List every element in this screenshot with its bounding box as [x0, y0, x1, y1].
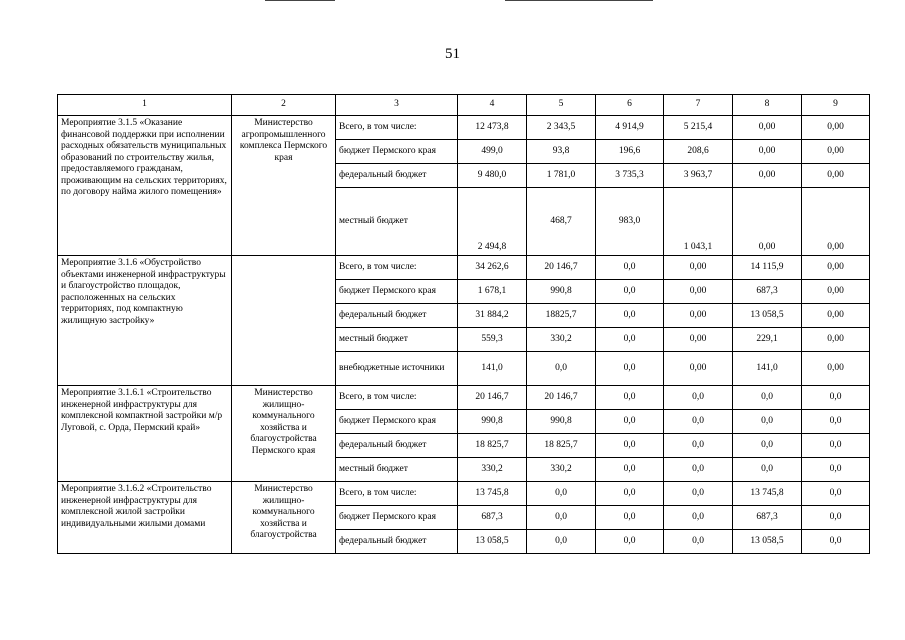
value-cell: 2 494,8	[458, 188, 527, 256]
value-cell: 0,0	[527, 530, 596, 554]
value-cell: 3 735,3	[596, 164, 664, 188]
value-cell: 0,00	[733, 188, 802, 256]
value-cell: 0,0	[802, 458, 870, 482]
value-cell: 0,0	[596, 352, 664, 386]
value-cell: 0,0	[596, 328, 664, 352]
value-cell: 0,00	[664, 256, 733, 280]
value-cell: 0,0	[527, 506, 596, 530]
budget-source-label: федеральный бюджет	[336, 164, 458, 188]
executor: Министерство жилищно-коммунального хозяйства и благоустройства Пермского края	[232, 386, 336, 482]
value-cell: 0,0	[733, 386, 802, 410]
value-cell: 13 058,5	[733, 304, 802, 328]
value-cell: 0,0	[733, 458, 802, 482]
value-cell: 0,0	[802, 434, 870, 458]
budget-source-label: Всего, в том числе:	[336, 482, 458, 506]
value-cell: 990,8	[527, 410, 596, 434]
value-cell: 0,0	[802, 482, 870, 506]
page-number: 51	[445, 46, 460, 62]
budget-source-label: бюджет Пермского края	[336, 140, 458, 164]
value-cell: 1 678,1	[458, 280, 527, 304]
budget-source-label: бюджет Пермского края	[336, 506, 458, 530]
value-cell: 0,0	[527, 352, 596, 386]
budget-source-label: местный бюджет	[336, 458, 458, 482]
value-cell: 0,0	[527, 482, 596, 506]
value-cell: 0,0	[596, 304, 664, 328]
value-cell: 208,6	[664, 140, 733, 164]
value-cell: 0,0	[596, 506, 664, 530]
value-cell: 9 480,0	[458, 164, 527, 188]
header-cell: 9	[802, 95, 870, 116]
top-rule-left	[265, 0, 335, 1]
value-cell: 13 745,8	[458, 482, 527, 506]
value-cell: 0,0	[664, 458, 733, 482]
value-cell: 687,3	[458, 506, 527, 530]
value-cell: 0,00	[664, 328, 733, 352]
value-cell: 13 745,8	[733, 482, 802, 506]
value-cell: 0,0	[733, 410, 802, 434]
budget-source-label: бюджет Пермского края	[336, 280, 458, 304]
value-cell: 5 215,4	[664, 116, 733, 140]
value-cell: 0,00	[664, 304, 733, 328]
value-cell: 983,0	[596, 188, 664, 256]
value-cell: 13 058,5	[458, 530, 527, 554]
value-cell: 141,0	[733, 352, 802, 386]
value-cell: 0,00	[802, 140, 870, 164]
value-cell: 13 058,5	[733, 530, 802, 554]
value-cell: 687,3	[733, 506, 802, 530]
budget-table	[57, 94, 870, 554]
value-cell: 0,0	[596, 482, 664, 506]
budget-source-label: Всего, в том числе:	[336, 386, 458, 410]
budget-source-label: Всего, в том числе:	[336, 256, 458, 280]
value-cell: 0,0	[596, 386, 664, 410]
header-cell: 1	[58, 95, 232, 116]
value-cell: 0,00	[733, 116, 802, 140]
value-cell: 141,0	[458, 352, 527, 386]
value-cell: 0,0	[664, 482, 733, 506]
table-row	[58, 256, 870, 280]
value-cell: 0,0	[802, 386, 870, 410]
value-cell: 0,0	[802, 530, 870, 554]
measure-name: Мероприятие 3.1.6.2 «Строительство инженерной инфраструктуры для комплексной жилой застройки индивидуальными жилыми домами	[58, 482, 232, 554]
value-cell: 18 825,7	[527, 434, 596, 458]
value-cell: 0,0	[664, 434, 733, 458]
value-cell: 12 473,8	[458, 116, 527, 140]
value-cell: 2 343,5	[527, 116, 596, 140]
value-cell: 0,0	[664, 506, 733, 530]
header-cell: 2	[232, 95, 336, 116]
value-cell: 0,00	[802, 256, 870, 280]
value-cell: 687,3	[733, 280, 802, 304]
value-cell: 0,0	[596, 410, 664, 434]
value-cell: 0,0	[596, 530, 664, 554]
value-cell: 0,0	[596, 280, 664, 304]
value-cell: 0,0	[596, 256, 664, 280]
value-cell: 18 825,7	[458, 434, 527, 458]
value-cell: 1 781,0	[527, 164, 596, 188]
header-row	[58, 95, 870, 116]
value-cell: 93,8	[527, 140, 596, 164]
value-cell: 0,00	[802, 352, 870, 386]
measure-name: Мероприятие 3.1.5 «Оказание финансовой поддержки при исполнении расходных обязательств муниципальных образований по строительству жилья, предоставляемого гражданам, проживающим на сельских территориях, по договору найма жилого помещения»	[58, 116, 232, 256]
top-rule-right	[505, 0, 653, 1]
value-cell: 0,00	[733, 164, 802, 188]
value-cell: 0,00	[802, 280, 870, 304]
header-cell: 8	[733, 95, 802, 116]
value-cell: 0,0	[596, 434, 664, 458]
value-cell: 990,8	[458, 410, 527, 434]
value-cell: 990,8	[527, 280, 596, 304]
header-cell: 6	[596, 95, 664, 116]
value-cell: 0,00	[802, 304, 870, 328]
value-cell: 1 043,1	[664, 188, 733, 256]
value-cell: 0,0	[596, 458, 664, 482]
value-cell: 330,2	[527, 328, 596, 352]
executor	[232, 256, 336, 386]
value-cell: 18825,7	[527, 304, 596, 328]
header-cell: 3	[336, 95, 458, 116]
budget-source-label: федеральный бюджет	[336, 434, 458, 458]
table-row	[58, 482, 870, 506]
value-cell: 196,6	[596, 140, 664, 164]
table-row	[58, 116, 870, 140]
measure-name: Мероприятие 3.1.6 «Обустройство объектами инженерной инфраструктуры и благоустройство площадок, расположенных на сельских территориях, под компактную жилищную застройку»	[58, 256, 232, 386]
value-cell: 20 146,7	[458, 386, 527, 410]
value-cell: 14 115,9	[733, 256, 802, 280]
value-cell: 0,0	[664, 530, 733, 554]
value-cell: 468,7	[527, 188, 596, 256]
value-cell: 0,00	[802, 164, 870, 188]
budget-source-label: федеральный бюджет	[336, 304, 458, 328]
value-cell: 0,00	[802, 188, 870, 256]
budget-source-label: местный бюджет	[336, 188, 458, 256]
value-cell: 0,0	[802, 410, 870, 434]
value-cell: 330,2	[527, 458, 596, 482]
table-row	[58, 386, 870, 410]
value-cell: 0,0	[733, 434, 802, 458]
value-cell: 20 146,7	[527, 256, 596, 280]
budget-source-label: внебюджетные источники	[336, 352, 458, 386]
value-cell: 330,2	[458, 458, 527, 482]
executor: Министерство агропромышленного комплекса Пермского края	[232, 116, 336, 256]
value-cell: 0,00	[664, 280, 733, 304]
value-cell: 0,0	[802, 506, 870, 530]
budget-source-label: бюджет Пермского края	[336, 410, 458, 434]
value-cell: 499,0	[458, 140, 527, 164]
header-cell: 7	[664, 95, 733, 116]
budget-source-label: федеральный бюджет	[336, 530, 458, 554]
value-cell: 0,00	[802, 328, 870, 352]
value-cell: 0,00	[664, 352, 733, 386]
value-cell: 0,00	[733, 140, 802, 164]
value-cell: 229,1	[733, 328, 802, 352]
header-cell: 4	[458, 95, 527, 116]
value-cell: 0,0	[664, 410, 733, 434]
value-cell: 0,00	[802, 116, 870, 140]
value-cell: 0,0	[664, 386, 733, 410]
value-cell: 3 963,7	[664, 164, 733, 188]
value-cell: 559,3	[458, 328, 527, 352]
header-cell: 5	[527, 95, 596, 116]
executor: Министерство жилищно-коммунального хозяйства и благоустройства	[232, 482, 336, 554]
value-cell: 20 146,7	[527, 386, 596, 410]
value-cell: 34 262,6	[458, 256, 527, 280]
measure-name: Мероприятие 3.1.6.1 «Строительство инженерной инфраструктуры для комплексной компактной застройки м/р Луговой, с. Орда, Пермский край»	[58, 386, 232, 482]
value-cell: 4 914,9	[596, 116, 664, 140]
budget-source-label: местный бюджет	[336, 328, 458, 352]
budget-source-label: Всего, в том числе:	[336, 116, 458, 140]
value-cell: 31 884,2	[458, 304, 527, 328]
